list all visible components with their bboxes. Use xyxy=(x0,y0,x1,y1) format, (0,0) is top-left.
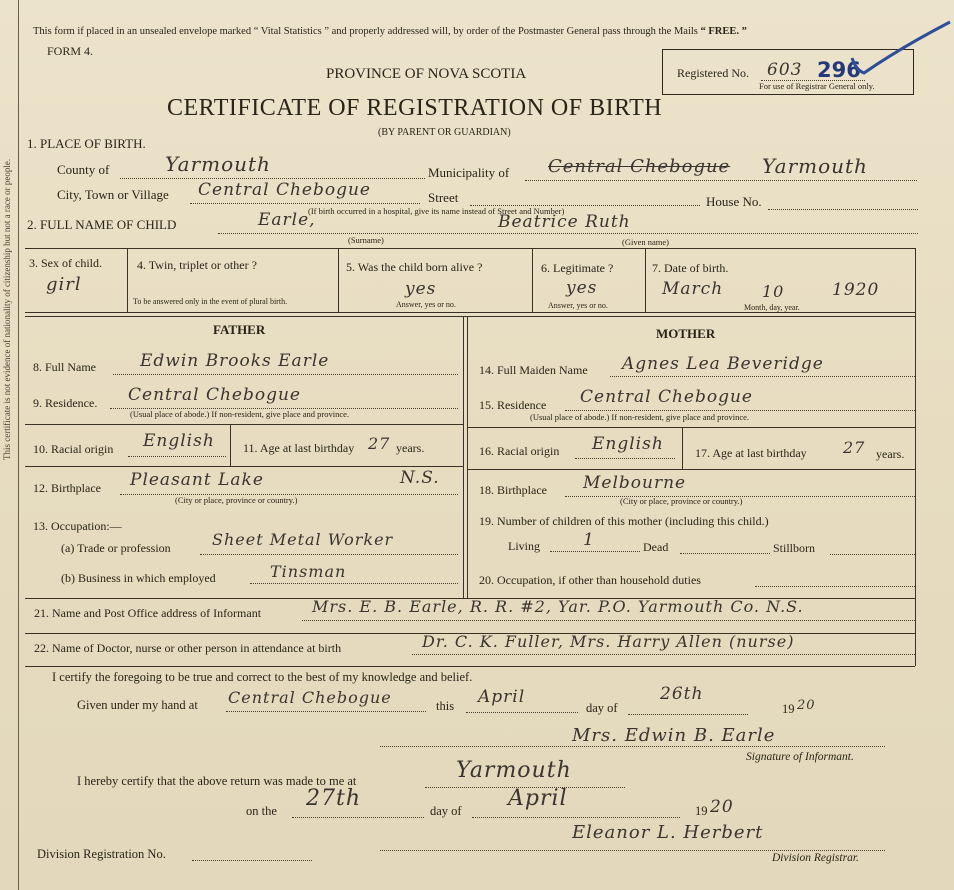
given-month: April xyxy=(478,687,526,707)
check-mark-icon xyxy=(850,18,954,78)
registered-number: 296 xyxy=(817,58,861,82)
mother-children-label: 19. Number of children of this mother (including this child.) xyxy=(479,514,769,528)
father-age-label: 11. Age at last birthday xyxy=(243,441,355,455)
legit-label: 6. Legitimate ? xyxy=(541,261,614,275)
hospital-note: (If birth occurred in a hospital, give its name instead of Street and Number) xyxy=(308,206,565,216)
father-trade-value: Sheet Metal Worker xyxy=(212,530,394,549)
father-residence-note: (Usual place of abode.) If non-resident, give place and province. xyxy=(130,409,350,419)
registrar-year-prefix: 19 xyxy=(695,804,708,818)
father-occupation-label: 13. Occupation:— xyxy=(33,519,122,533)
mother-age-value: 27 xyxy=(843,438,866,457)
mother-age-label: 17. Age at last birthday xyxy=(695,446,807,460)
child-surname: Earle, xyxy=(258,210,316,230)
father-business-value: Tinsman xyxy=(270,562,347,581)
registrar-month: April xyxy=(508,786,568,811)
right-border xyxy=(915,248,916,666)
mother-birthplace-value: Melbourne xyxy=(583,473,687,493)
city-value: Central Chebogue xyxy=(198,180,371,200)
mother-racial-label: 16. Racial origin xyxy=(479,444,560,458)
page-subtitle: (BY PARENT OR GUARDIAN) xyxy=(378,127,511,138)
mother-living-value: 1 xyxy=(583,530,595,550)
father-racial-value: English xyxy=(143,431,215,451)
registrar-day-label: day of xyxy=(430,804,462,818)
county-label: County of xyxy=(57,162,110,177)
signature-of-informant-label: Signature of Informant. xyxy=(746,751,854,763)
mother-age-unit: years. xyxy=(876,447,905,461)
sex-value: girl xyxy=(46,274,82,295)
form-number: FORM 4. xyxy=(47,44,94,58)
dob-label: 7. Date of birth. xyxy=(652,261,729,275)
street-label: Street xyxy=(428,190,459,205)
division-registrar-label: Division Registrar. xyxy=(772,852,859,864)
column-divider xyxy=(463,316,464,598)
child-name-label: 2. FULL NAME OF CHILD xyxy=(27,217,177,232)
mother-birthplace-label: 18. Birthplace xyxy=(479,483,547,497)
doctor-value: Dr. C. K. Fuller, Mrs. Harry Allen (nurse) xyxy=(422,632,795,651)
mother-heading: MOTHER xyxy=(656,326,716,341)
place-of-birth-heading: 1. PLACE OF BIRTH. xyxy=(27,136,146,151)
left-margin-line xyxy=(18,0,19,890)
mail-notice: This form if placed in an unsealed envelope marked “ Vital Statistics ” and properly addressed will, by order of the Postmaster General pass through the Mails “ FREE. ” xyxy=(33,26,747,37)
mother-residence-label: 15. Residence xyxy=(479,398,547,412)
father-age-unit: years. xyxy=(396,441,425,455)
dob-year: 1920 xyxy=(832,280,880,300)
mother-living-label: Living xyxy=(508,539,540,553)
father-birthplace-note: (City or place, province or country.) xyxy=(175,495,298,505)
alive-label: 5. Was the child born alive ? xyxy=(346,260,483,274)
given-day-label: day of xyxy=(586,701,618,715)
father-trade-label: (a) Trade or profession xyxy=(61,541,171,555)
given-year-suffix: 20 xyxy=(797,698,816,713)
dob-note: Month, day, year. xyxy=(744,303,800,312)
city-label: City, Town or Village xyxy=(57,187,169,202)
given-under-label: Given under my hand at xyxy=(77,698,198,712)
certify-statement: I certify the foregoing to be true and correct to the best of my knowledge and belief. xyxy=(52,670,473,684)
doctor-label: 22. Name of Doctor, nurse or other person in attendance at birth xyxy=(34,641,342,655)
informant-value: Mrs. E. B. Earle, R. R. #2, Yar. P.O. Yarmouth Co. N.S. xyxy=(312,597,804,616)
father-name-label: 8. Full Name xyxy=(33,360,96,374)
mother-racial-value: English xyxy=(592,434,664,454)
informant-signature: Mrs. Edwin B. Earle xyxy=(572,725,776,746)
alive-value: yes xyxy=(405,279,437,299)
surname-caption: (Surname) xyxy=(348,235,384,245)
dob-month: March xyxy=(662,279,724,299)
legit-value: yes xyxy=(566,278,598,298)
child-given-name: Beatrice Ruth xyxy=(498,212,631,232)
province-name: PROVINCE OF NOVA SCOTIA xyxy=(326,66,527,82)
registrar-place: Yarmouth xyxy=(456,758,572,783)
mother-residence-note: (Usual place of abode.) If non-resident, give place and province. xyxy=(530,412,750,422)
given-this-label: this xyxy=(436,699,455,713)
legit-note: Answer, yes or no. xyxy=(548,301,608,310)
mother-stillborn-label: Stillborn xyxy=(773,541,816,555)
given-day: 26th xyxy=(660,684,704,704)
mother-name-label: 14. Full Maiden Name xyxy=(479,363,588,377)
sex-label: 3. Sex of child. xyxy=(29,256,102,270)
house-label: House No. xyxy=(706,194,762,209)
municipality-struck: Central Chebogue xyxy=(548,156,731,177)
father-residence-label: 9. Residence. xyxy=(33,396,98,410)
mother-residence-value: Central Chebogue xyxy=(580,387,753,407)
father-residence-value: Central Chebogue xyxy=(128,385,301,405)
municipality-label: Municipality of xyxy=(428,165,510,180)
registered-label: Registered No. xyxy=(677,66,749,80)
twin-label: 4. Twin, triplet or other ? xyxy=(137,258,257,272)
registered-handwritten: 603 xyxy=(767,60,803,80)
registrar-day: 27th xyxy=(306,786,362,811)
table-top-line xyxy=(25,248,915,249)
given-place: Central Chebogue xyxy=(228,688,392,707)
mother-occupation-label: 20. Occupation, if other than household duties xyxy=(479,573,701,587)
informant-label: 21. Name and Post Office address of Informant xyxy=(34,606,262,620)
father-heading: FATHER xyxy=(213,322,266,337)
registrar-statement: I hereby certify that the above return was made to me at xyxy=(77,774,357,788)
municipality-value: Yarmouth xyxy=(762,154,868,178)
father-business-label: (b) Business in which employed xyxy=(61,571,216,585)
page-title: CERTIFICATE OF REGISTRATION OF BIRTH xyxy=(167,95,663,121)
mother-dead-label: Dead xyxy=(643,540,669,554)
father-age-value: 27 xyxy=(368,434,391,453)
mother-birthplace-note: (City or place, province or country.) xyxy=(620,496,743,506)
father-racial-label: 10. Racial origin xyxy=(33,442,114,456)
mother-name-value: Agnes Lea Beveridge xyxy=(622,354,824,374)
registrar-signature: Eleanor L. Herbert xyxy=(572,822,764,843)
twin-note: To be answered only in the event of plural birth. xyxy=(133,297,288,306)
dob-day: 10 xyxy=(762,282,785,301)
registered-note: For use of Registrar General only. xyxy=(759,81,875,91)
father-birthplace-label: 12. Birthplace xyxy=(33,481,101,495)
alive-note: Answer, yes or no. xyxy=(396,300,456,309)
father-birthplace-prov: N.S. xyxy=(400,468,440,488)
given-year-prefix: 19 xyxy=(782,702,795,716)
registrar-on-label: on the xyxy=(246,804,277,818)
county-value: Yarmouth xyxy=(165,152,271,176)
father-name-value: Edwin Brooks Earle xyxy=(140,351,330,371)
registrar-year-suffix: 20 xyxy=(710,797,734,817)
given-caption: (Given name) xyxy=(622,237,669,247)
division-registration-label: Division Registration No. xyxy=(37,847,166,861)
side-text: This certificate is not evidence of nationality of citizenship but not a race or people. xyxy=(2,158,12,460)
father-birthplace-value: Pleasant Lake xyxy=(130,470,264,490)
